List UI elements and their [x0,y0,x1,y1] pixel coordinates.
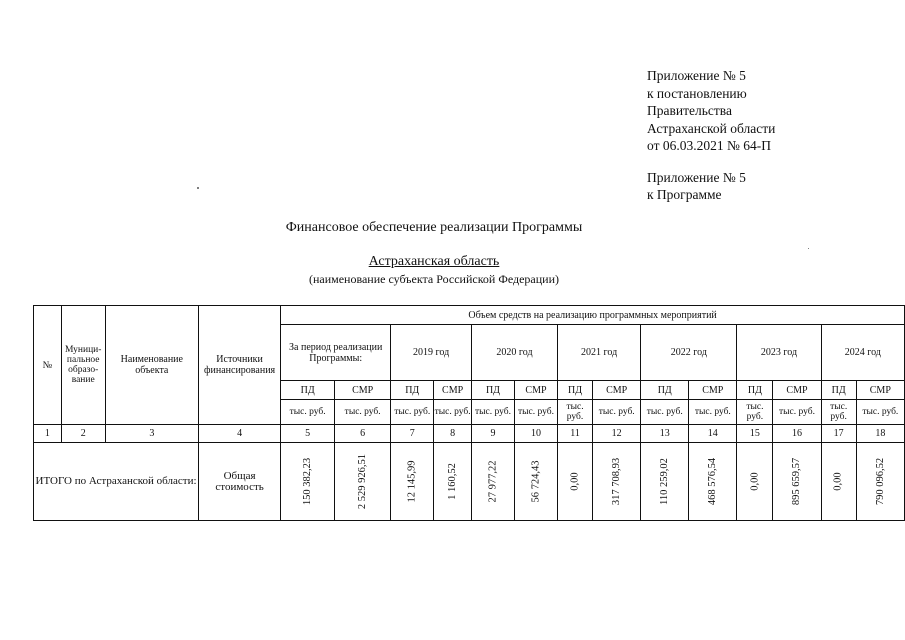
column-number: 14 [689,425,737,443]
column-number: 5 [281,425,335,443]
value-cell [471,443,514,521]
value-text: 56 724,43 [530,460,542,503]
unit-cell: тыс. руб. [514,400,557,425]
value-cell [335,443,391,521]
unit-cell: тыс. руб. [557,400,592,425]
value-cell [641,443,689,521]
unit-cell: тыс. руб. [773,400,821,425]
appendix-block [647,67,775,204]
column-number: 3 [105,425,198,443]
unit-cell: тыс. руб. [689,400,737,425]
region-name: Астраханская область [368,254,500,269]
appendix-line: Астраханской области [647,120,776,136]
column-number: 9 [471,425,514,443]
value-cell [737,443,773,521]
value-cell [557,443,592,521]
smr-header: СМР [335,381,391,400]
value-text: 2 529 926,51 [357,453,369,510]
value-cell [821,443,856,521]
value-cell [856,443,904,521]
col-number-header: № [34,306,62,425]
financing-table [33,305,905,521]
unit-cell: тыс. руб. [821,400,856,425]
column-number: 8 [434,425,472,443]
volume-group-header: Объем средств на реализацию программных мероприятий [281,306,905,325]
column-number: 17 [821,425,856,443]
unit-cell: тыс. руб. [281,400,335,425]
scan-speck [197,187,199,189]
appendix-line: Приложение № 5 [647,68,746,83]
column-number: 15 [737,425,773,443]
total-label: ИТОГО по Астраханской области: [34,443,199,521]
value-cell [434,443,472,521]
year-header: 2024 год [821,325,904,381]
value-cell [689,443,737,521]
column-number: 10 [514,425,557,443]
column-number: 11 [557,425,592,443]
smr-header: СМР [514,381,557,400]
value-text: 110 259,02 [659,458,671,505]
smr-header: СМР [689,381,737,400]
pd-header: ПД [281,381,335,400]
pd-header: ПД [557,381,592,400]
value-text: 895 659,57 [791,457,803,506]
appendix-line: Правительства [647,103,732,118]
value-text: 790 096,52 [874,457,886,506]
value-text: 150 382,23 [302,457,314,506]
pd-header: ПД [821,381,856,400]
column-number: 16 [773,425,821,443]
value-text: 0,00 [749,472,761,491]
value-text: 468 576,54 [707,457,719,506]
value-cell [514,443,557,521]
unit-cell: тыс. руб. [391,400,434,425]
unit-cell: тыс. руб. [737,400,773,425]
year-header: 2023 год [737,325,821,381]
unit-cell: тыс. руб. [434,400,472,425]
unit-cell: тыс. руб. [471,400,514,425]
col-object-header: Наименование объекта [105,306,198,425]
column-number: 1 [34,425,62,443]
column-number: 7 [391,425,434,443]
year-header: 2022 год [641,325,737,381]
period-header: За период реализации Программы: [281,325,391,381]
total-row [34,443,905,521]
pd-header: ПД [737,381,773,400]
year-header: 2019 год [391,325,472,381]
appendix-line: к Программе [647,187,722,202]
value-text: 1 160,52 [447,463,459,500]
unit-cell: тыс. руб. [641,400,689,425]
value-cell [391,443,434,521]
appendix-line: от 06.03.2021 № 64-П [647,138,771,153]
value-text: 27 977,22 [487,460,499,503]
column-number: 18 [856,425,904,443]
column-number-row [34,425,905,443]
unit-cell: тыс. руб. [856,400,904,425]
total-source: Общая стоимость [199,443,281,521]
smr-header: СМР [856,381,904,400]
unit-cell: тыс. руб. [593,400,641,425]
value-cell [593,443,641,521]
column-number: 4 [199,425,281,443]
smr-header: СМР [593,381,641,400]
column-number: 12 [593,425,641,443]
column-number: 6 [335,425,391,443]
smr-header: СМР [434,381,472,400]
value-text: 0,00 [569,472,581,491]
region-caption: (наименование субъекта Российской Федерации) [308,272,560,286]
column-number: 2 [61,425,105,443]
pd-header: ПД [641,381,689,400]
smr-header: СМР [773,381,821,400]
appendix-line: к постановлению [647,85,747,101]
pd-header: ПД [471,381,514,400]
header-row [34,306,905,325]
value-cell [281,443,335,521]
document-title: Финансовое обеспечение реализации Программы [285,220,583,235]
value-text: 317 708,93 [611,457,623,506]
col-municipality-header: Муници-пальное образо-вание [61,306,105,425]
unit-cell: тыс. руб. [335,400,391,425]
value-cell [773,443,821,521]
scan-speck [808,248,809,249]
appendix-line: Приложение № 5 [647,169,746,185]
column-number: 13 [641,425,689,443]
value-text: 0,00 [833,472,845,491]
year-header: 2021 год [557,325,640,381]
pd-header: ПД [391,381,434,400]
year-header: 2020 год [471,325,557,381]
col-sources-header: Источники финансирования [199,306,281,425]
value-text: 12 145,99 [406,460,418,503]
appendix-gap [647,155,775,169]
